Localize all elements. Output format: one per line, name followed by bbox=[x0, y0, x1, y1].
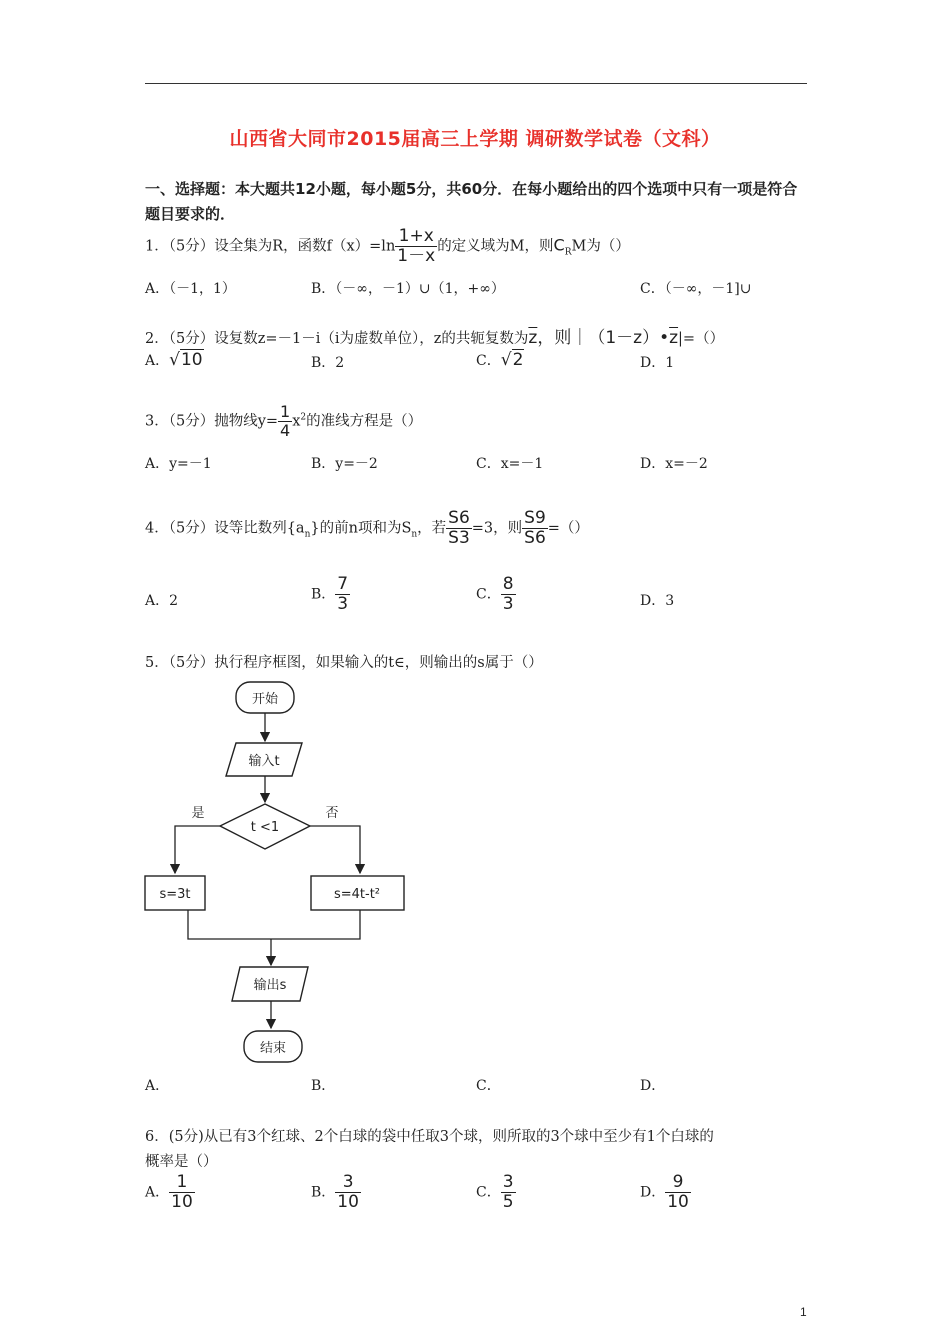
page-number: 1 bbox=[800, 1305, 807, 1319]
question-4: 4．（5分）设等比数列$\{a_n\}$的前n项和为$S_n$，若 $\frac{S6}{S3}$ =3，则 $\frac{S9}{S6}$ =（） bbox=[145, 508, 589, 548]
question-6-line-2: 概率是（） bbox=[145, 1154, 218, 1170]
flow-yes-label: 是 bbox=[191, 806, 205, 821]
q1-option-a: A．（－1，1） bbox=[145, 281, 236, 297]
q5-option-a: A． bbox=[145, 1078, 170, 1094]
flow-right-label: s=4t-t² bbox=[333, 887, 381, 902]
q1-option-b: B．（－∞，－1）∪（1，+∞） bbox=[311, 281, 505, 297]
q1-fraction: $\frac{1+x}{1-x}$ bbox=[397, 226, 436, 266]
q5-option-b: B． bbox=[311, 1078, 336, 1094]
q4-option-c: C． $\frac{8}{3}$ bbox=[476, 574, 514, 614]
q4-option-b: B． $\frac{7}{3}$ bbox=[311, 574, 349, 614]
question-6-line-1: 6．(5分)从已有3个红球、2个白球的袋中任取3个球，则所取的3个球中至少有1个白球的 bbox=[145, 1129, 714, 1145]
q3-fraction: $\frac{1}{4}$ bbox=[280, 402, 291, 440]
flowchart bbox=[140, 675, 430, 1075]
flow-arrow-yes bbox=[175, 826, 220, 873]
q5-option-d: D． bbox=[640, 1078, 666, 1094]
flow-decision-label: t <1 bbox=[250, 820, 280, 835]
q3-option-a: A．y=－1 bbox=[145, 456, 212, 472]
flow-start-label: 开始 bbox=[251, 692, 279, 707]
q3-option-b: B．y=－2 bbox=[311, 456, 378, 472]
q4-option-d: D．3 bbox=[640, 593, 675, 609]
flow-output-label: 输出s bbox=[253, 978, 287, 993]
question-1: 1．（5分）设全集为R，函数f（x）=ln $\frac{1+x}{1-x}$ 的定义域为M，则$C_RM$为（） bbox=[145, 226, 630, 266]
q6-option-b: B． $\frac{3}{10}$ bbox=[311, 1172, 359, 1212]
flow-input-label: 输入t bbox=[248, 754, 280, 769]
q2-option-c: C．√2 bbox=[476, 350, 524, 370]
q3-option-d: D．x=－2 bbox=[640, 456, 708, 472]
q2-option-d: D．1 bbox=[640, 355, 675, 371]
q4-fraction-2: $\frac{S9}{S6}$ bbox=[524, 508, 546, 548]
page-title: 山西省大同市2015届高三上学期 调研数学试卷（文科） bbox=[229, 128, 721, 150]
q2-option-a: A．√10 bbox=[145, 350, 203, 370]
q6-option-a: A． $\frac{1}{10}$ bbox=[145, 1172, 193, 1212]
q5-option-c: C． bbox=[476, 1078, 501, 1094]
q4-fraction-1: $\frac{S6}{S3}$ bbox=[448, 508, 470, 548]
header-rule bbox=[145, 83, 807, 84]
q6-option-c: C． $\frac{3}{5}$ bbox=[476, 1172, 514, 1212]
flow-arrow-no bbox=[310, 826, 360, 873]
flow-no-label: 否 bbox=[325, 806, 339, 821]
q2-option-b: B．2 bbox=[311, 355, 345, 371]
q3-option-c: C．x=－1 bbox=[476, 456, 544, 472]
q1-option-c: C．（－∞，－1]∪ bbox=[640, 281, 752, 297]
question-3: 3．（5分）抛物线y= $\frac{1}{4}$ $x^2$的准线方程是（） bbox=[145, 402, 423, 440]
q4-option-a: A．2 bbox=[145, 593, 179, 609]
flow-merge-line bbox=[188, 910, 360, 939]
question-5: 5．（5分）执行程序框图，如果输入的t∈，则输出的s属于（） bbox=[145, 655, 543, 671]
section-heading: 一、选择题：本大题共12小题，每小题5分，共60分．在每小题给出的四个选项中只有一项是符合题目要求的． bbox=[145, 180, 798, 223]
flow-end-label: 结束 bbox=[259, 1041, 287, 1056]
flow-left-label: s=3t bbox=[159, 887, 191, 902]
q6-option-d: D． $\frac{9}{10}$ bbox=[640, 1172, 689, 1212]
question-2: 2．（5分）设复数z=－1－i（i为虚数单位），z的共轭复数为$\overline{z}$，则$|(1-z)•\overline{z}|=()$ bbox=[145, 328, 725, 348]
